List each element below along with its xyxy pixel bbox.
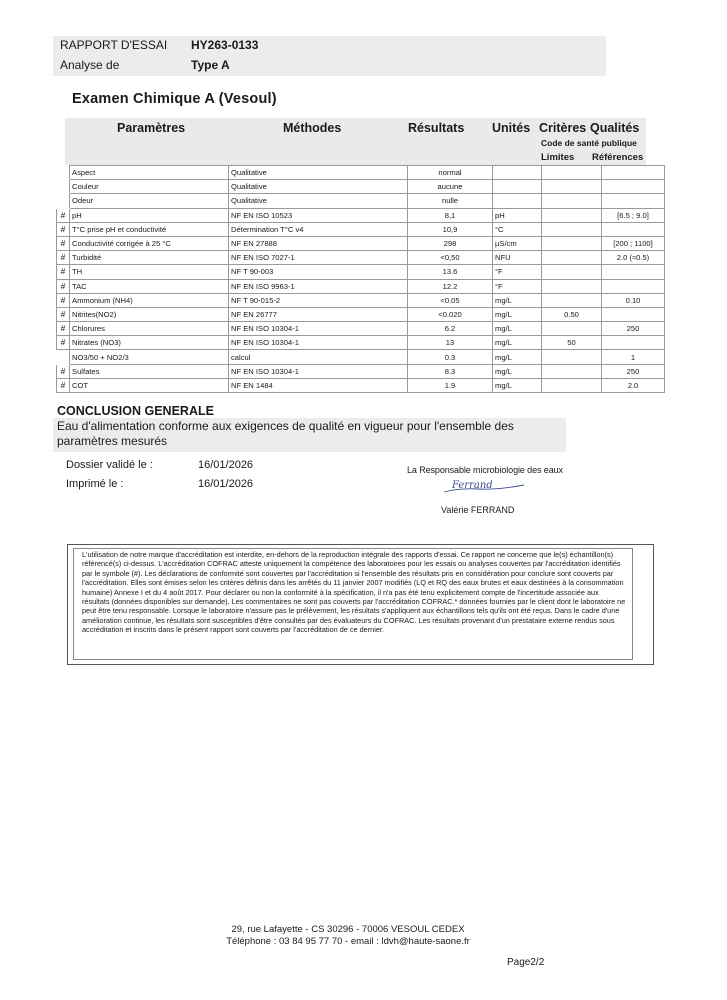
printed-label: Imprimé le : [66,478,124,490]
param-cell: Turbidité [70,251,229,265]
col-header-code-sante: Code de santé publique [541,138,637,148]
table-row [57,208,665,222]
table-row [57,265,665,279]
param-cell: T°C prise pH et conductivité [70,222,229,236]
result-cell: 8,1 [408,208,493,222]
accreditation-mark: # [57,322,70,336]
method-cell: NF EN ISO 9963-1 [229,279,408,293]
result-cell: <0.05 [408,293,493,307]
col-header-resultats: Résultats [408,121,465,135]
reference-cell: 0.10 [602,293,665,307]
result-cell: 6.2 [408,322,493,336]
param-cell: Aspect [70,166,229,180]
limit-cell [542,279,602,293]
reference-cell: 250 [602,322,665,336]
unit-cell [493,194,542,208]
method-cell: NF EN ISO 7027-1 [229,251,408,265]
reference-cell [602,194,665,208]
reference-cell: 1 [602,350,665,364]
limit-cell [542,222,602,236]
legal-notice-text: L'utilisation de notre marque d'accréditation est interdite, en-dehors de la reproduction intégrale des rapports d'essai. Ce rapport ne concerne que le(s) échantillon(s) référencé(s) ci-dessus. L'accréditation COFRAC atteste uniquement la compétence des laboratoires pour les essais ou analyses couvertes par l'accréditation identifiés par le symbole (#). Les déclarations de conformité sont couvertes par l'accréditation si l'ensemble des résultats pris en considération pour conclure sont couverts par l'accréditation. Elles sont émises selon les critères définis dans les arrêtés du 11 janvier 2007 modifiés (LQ et RQ des eaux brutes et eaux destinées à la consommation humaine) Annexe I et du 4 août 2017. Pour déclarer ou non la conformité à la spécification, il n'a pas été tenu explicitement compte de l'incertitude associée aux résultats (données disponibles sur demande). Les commentaires ne sont pas couverts par l'accréditation COFRAC.* données fournies par le client dont le laboratoire ne peut être tenu responsable. Lorsque le laboratoire n'assure pas le prélèvement, les résultats s'appliquent aux échantillons tels qu'ils ont été reçus. Dans le cadre d'une amélioration continue, les résultats sont susceptibles d'être consultés par des évaluateurs du COFRAC. Les résultats provenant d'un prestataire externe rendus sous accréditation et inscrits dans le présent rapport sont couverts par l'accréditation de ce dernier. [73,548,633,660]
reference-cell: [200 ; 1100] [602,236,665,250]
param-cell: Conductivité corrigée à 25 °C [70,236,229,250]
result-cell: 13 [408,336,493,350]
col-header-qualites: Qualités [590,121,640,135]
method-cell: NF EN ISO 10523 [229,208,408,222]
table-row [57,166,665,180]
table-row [57,251,665,265]
table-row [57,378,665,392]
col-header-unites: Unités [492,121,531,135]
table-row [57,322,665,336]
unit-cell: mg/L [493,336,542,350]
reference-cell [602,307,665,321]
page-number: Page2/2 [507,957,545,968]
col-header-references: Références [592,152,644,163]
param-cell: Odeur [70,194,229,208]
method-cell: NF EN 1484 [229,378,408,392]
table-row [57,279,665,293]
table-row [57,236,665,250]
unit-cell: °F [493,265,542,279]
reference-cell [602,265,665,279]
limit-cell [542,265,602,279]
param-cell: COT [70,378,229,392]
handwritten-signature [438,474,528,498]
col-header-methodes: Méthodes [283,121,342,135]
limit-cell [542,364,602,378]
accreditation-mark: # [57,307,70,321]
accreditation-mark: # [57,336,70,350]
param-cell: Ammonium (NH4) [70,293,229,307]
analysis-label: Analyse de [60,58,120,72]
accreditation-mark: # [57,222,70,236]
reference-cell [602,166,665,180]
unit-cell: mg/L [493,378,542,392]
method-cell: NF EN ISO 10304-1 [229,322,408,336]
accreditation-mark: # [57,236,70,250]
method-cell: NF EN 27888 [229,236,408,250]
col-header-parametres: Paramètres [117,121,186,135]
method-cell: Détermination T°C v4 [229,222,408,236]
unit-cell: NFU [493,251,542,265]
report-number: HY263-0133 [191,38,259,52]
table-row [57,180,665,194]
param-cell: NO3/50 + NO2/3 [70,350,229,364]
method-cell: Qualitative [229,166,408,180]
method-cell: Qualitative [229,194,408,208]
accreditation-mark: # [57,364,70,378]
method-cell: calcul [229,350,408,364]
method-cell: NF EN ISO 10304-1 [229,364,408,378]
result-cell: 13.6 [408,265,493,279]
param-cell: TAC [70,279,229,293]
table-row [57,194,665,208]
conclusion-title: CONCLUSION GENERALE [57,404,214,418]
param-cell: TH [70,265,229,279]
limit-cell [542,350,602,364]
accreditation-mark [57,180,70,194]
table-row [57,307,665,321]
dossier-label: Dossier validé le : [66,459,153,471]
unit-cell: mg/L [493,307,542,321]
unit-cell: pH [493,208,542,222]
unit-cell: °C [493,222,542,236]
unit-cell: °F [493,279,542,293]
method-cell: Qualitative [229,180,408,194]
reference-cell [602,222,665,236]
col-header-limites: Limites [541,152,575,163]
accreditation-mark: # [57,378,70,392]
signatory-title: La Responsable microbiologie des eaux [407,465,563,475]
limit-cell [542,378,602,392]
unit-cell: mg/L [493,350,542,364]
result-cell: 298 [408,236,493,250]
table-row [57,293,665,307]
limit-cell [542,322,602,336]
accreditation-mark [57,350,70,364]
result-cell: 1.9 [408,378,493,392]
method-cell: NF EN ISO 10304-1 [229,336,408,350]
limit-cell [542,180,602,194]
table-row [57,222,665,236]
unit-cell: mg/L [493,293,542,307]
footer-address: 29, rue Lafayette - CS 30296 - 70006 VESOUL CEDEX [231,924,465,935]
result-cell: normal [408,166,493,180]
col-header-criteres: Critères [539,121,587,135]
accreditation-mark: # [57,265,70,279]
limit-cell: 0.50 [542,307,602,321]
reference-cell: 2.0 (≈0.5) [602,251,665,265]
result-cell: 12.2 [408,279,493,293]
accreditation-mark [57,166,70,180]
reference-cell: 250 [602,364,665,378]
method-cell: NF T 90-015-2 [229,293,408,307]
reference-cell [602,336,665,350]
unit-cell: mg/L [493,322,542,336]
reference-cell [602,279,665,293]
result-cell: nulle [408,194,493,208]
accreditation-mark: # [57,208,70,222]
accreditation-mark [57,194,70,208]
results-table [56,165,665,393]
unit-cell: mg/L [493,364,542,378]
unit-cell [493,180,542,194]
conclusion-text: Eau d'alimentation conforme aux exigences de qualité en vigueur pour l'ensemble des paramètres mesurés [57,419,514,448]
reference-cell [602,180,665,194]
footer-contact: Téléphone : 03 84 95 77 70 - email : ldvh@haute-saone.fr [226,936,470,947]
result-cell: <0,50 [408,251,493,265]
limit-cell [542,194,602,208]
limit-cell [542,236,602,250]
method-cell: NF T 90-003 [229,265,408,279]
result-cell: 0.3 [408,350,493,364]
accreditation-mark: # [57,293,70,307]
param-cell: Nitrites(NO2) [70,307,229,321]
limit-cell [542,293,602,307]
reference-cell: 2.0 [602,378,665,392]
table-row [57,364,665,378]
accreditation-mark: # [57,279,70,293]
param-cell: pH [70,208,229,222]
result-cell: 10,9 [408,222,493,236]
param-cell: Couleur [70,180,229,194]
limit-cell [542,208,602,222]
limit-cell [542,166,602,180]
param-cell: Sulfates [70,364,229,378]
analysis-type: Type A [191,58,230,72]
table-row [57,350,665,364]
section-title: Examen Chimique A (Vesoul) [72,91,277,107]
report-label: RAPPORT D'ESSAI [60,38,168,52]
table-row [57,336,665,350]
unit-cell [493,166,542,180]
dossier-date: 16/01/2026 [198,459,254,471]
svg-text:Ferrand: Ferrand [452,480,493,491]
unit-cell: µS/cm [493,236,542,250]
method-cell: NF EN 26777 [229,307,408,321]
printed-date: 16/01/2026 [198,478,254,490]
legal-notice-box [67,544,654,665]
param-cell: Nitrates (NO3) [70,336,229,350]
limit-cell [542,251,602,265]
accreditation-mark: # [57,251,70,265]
result-cell: <0.020 [408,307,493,321]
result-cell: 8.3 [408,364,493,378]
signatory-name: Valérie FERRAND [441,505,515,515]
limit-cell: 50 [542,336,602,350]
param-cell: Chlorures [70,322,229,336]
reference-cell: [6.5 ; 9.0] [602,208,665,222]
result-cell: aucune [408,180,493,194]
